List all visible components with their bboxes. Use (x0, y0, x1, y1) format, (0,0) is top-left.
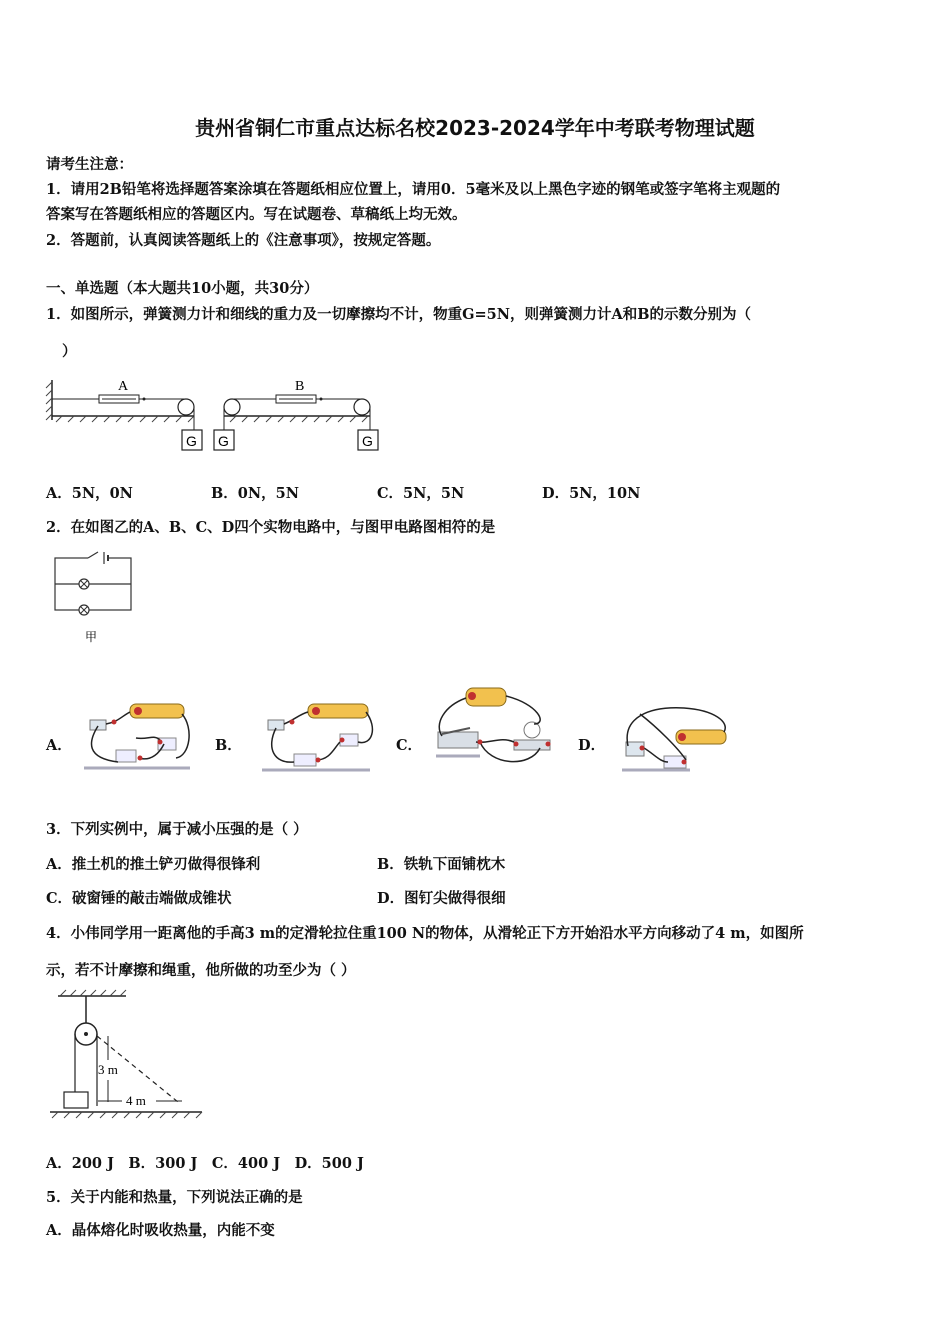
q1-stem-line-1: 1．如图所示，弹簧测力计和细线的重力及一切摩擦均不计，物重G=5N，则弹簧测力计A和B的示数分别为（ (46, 306, 751, 323)
weight-label-3: G (362, 433, 373, 449)
q4-options: A．200 J B．300 J C．400 J D．500 J (46, 1155, 364, 1172)
pulley-left (178, 399, 194, 415)
weight-label-2: G (218, 433, 229, 449)
q2-option-c-picture (430, 684, 558, 774)
q3-option-a: A．推土机的推土铲刃做得很锋利 (46, 856, 261, 873)
q2-circuit-diagram (52, 548, 136, 648)
q1-figure (44, 374, 389, 454)
q2-option-d-picture (618, 698, 734, 774)
weight-label-1: G (186, 433, 197, 449)
q1-option-a: A．5N，0N (46, 485, 133, 502)
q2-option-a-label: A． (46, 737, 72, 754)
q4-stem-line-2: 示，若不计摩擦和绳重，他所做的功至少为（ ） (46, 962, 356, 979)
pulley-right-2 (354, 399, 370, 415)
q1-option-c: C．5N，5N (377, 485, 465, 502)
pulley-right-1 (224, 399, 240, 415)
notice-item-1-line-1: 1．请用2B铅笔将选择题答案涂填在答题纸相应位置上，请用0．5毫米及以上黑色字迹的钢笔或签字笔将主观题的 (46, 181, 781, 198)
q5-stem: 5．关于内能和热量，下列说法正确的是 (46, 1189, 303, 1206)
q2-option-d-label: D． (578, 737, 606, 754)
q2-option-a-picture (78, 698, 198, 774)
height-label: 3 m (98, 1062, 118, 1077)
q3-option-b: B．铁轨下面铺枕木 (377, 856, 506, 873)
table-right-hatch (230, 416, 368, 422)
q3-option-c: C．破窗锤的敲击端做成锥状 (46, 890, 232, 907)
q2-option-c-label: C． (396, 737, 423, 754)
section-heading: 一、单选题（本大题共10小题，共30分） (46, 280, 319, 297)
notice-item-2: 2．答题前，认真阅读答题纸上的《注意事项》，按规定答题。 (46, 232, 441, 249)
q3-stem: 3．下列实例中，属于减小压强的是（ ） (46, 821, 308, 838)
q5-option-a: A．晶体熔化时吸收热量，内能不变 (46, 1222, 275, 1239)
notice-heading: 请考生注意： (46, 156, 133, 173)
figure-label-jia: 甲 (85, 630, 98, 644)
weight-box (64, 1092, 88, 1108)
table-left-hatch (56, 416, 194, 422)
q4-stem-line-1: 4．小伟同学用一距离他的手高3 m的定滑轮拉住重100 N的物体，从滑轮正下方开始沿水平方向移动了4 m，如图所 (46, 925, 804, 942)
q1-option-d: D．5N，10N (542, 485, 641, 502)
page-title: 贵州省铜仁市重点达标名校2023-2024学年中考联考物理试题 (195, 116, 755, 140)
distance-label: 4 m (126, 1093, 146, 1108)
notice-item-1-line-2: 答案写在答题纸相应的答题区内。写在试题卷、草稿纸上均无效。 (46, 206, 467, 223)
q1-stem-line-2: ） (62, 343, 77, 360)
q2-option-b-picture (254, 698, 378, 774)
q1-option-b: B．0N，5N (211, 485, 299, 502)
label-b: B (295, 379, 305, 394)
label-a: A (118, 379, 129, 394)
q4-pulley-figure (46, 988, 206, 1120)
q2-option-b-label: B． (215, 737, 242, 754)
wall-hatch (46, 382, 52, 420)
q2-stem: 2．在如图乙的A、B、C、D四个实物电路中，与图甲电路图相符的是 (46, 519, 496, 536)
q3-option-d: D．图钉尖做得很细 (377, 890, 506, 907)
